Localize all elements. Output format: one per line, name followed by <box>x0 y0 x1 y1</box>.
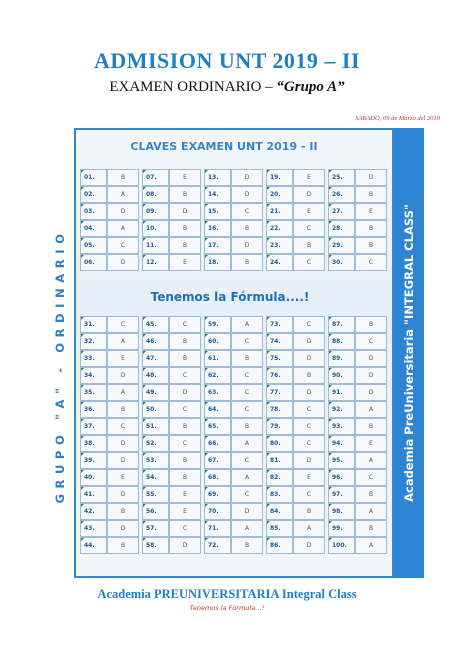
answer-row <box>80 316 387 333</box>
question-number: 90. <box>328 367 355 384</box>
answer-letter: C <box>293 486 325 503</box>
answer-row <box>80 384 387 401</box>
answer-letter: B <box>293 367 325 384</box>
question-number: 96. <box>328 469 355 486</box>
question-number: 08. <box>142 186 169 203</box>
answer-letter: D <box>231 186 263 203</box>
question-number: 40. <box>80 469 107 486</box>
question-number: 28. <box>328 220 355 237</box>
question-number: 72. <box>204 537 231 554</box>
answer-letter: C <box>169 401 201 418</box>
question-number: 63. <box>204 384 231 401</box>
question-number: 51. <box>142 418 169 435</box>
answer-letter: B <box>169 333 201 350</box>
question-number: 65. <box>204 418 231 435</box>
question-number: 77. <box>266 384 293 401</box>
answer-letter: A <box>355 401 387 418</box>
question-number: 43. <box>80 520 107 537</box>
answer-row <box>80 401 387 418</box>
question-number: 12. <box>142 254 169 271</box>
question-number: 24. <box>266 254 293 271</box>
answer-letter: B <box>355 486 387 503</box>
exam-subtitle <box>0 79 454 96</box>
question-number: 69. <box>204 486 231 503</box>
answer-row <box>80 469 387 486</box>
question-number: 94. <box>328 435 355 452</box>
question-number: 42. <box>80 503 107 520</box>
question-number: 16. <box>204 220 231 237</box>
answer-letter: D <box>293 384 325 401</box>
question-number: 10. <box>142 220 169 237</box>
question-number: 92. <box>328 401 355 418</box>
answer-letter: C <box>293 435 325 452</box>
question-number: 34. <box>80 367 107 384</box>
answer-letter: E <box>169 503 201 520</box>
question-number: 50. <box>142 401 169 418</box>
question-number: 47. <box>142 350 169 367</box>
question-number: 06. <box>80 254 107 271</box>
answer-letter: C <box>293 401 325 418</box>
question-number: 48. <box>142 367 169 384</box>
question-number: 64. <box>204 401 231 418</box>
answer-letter: D <box>107 254 139 271</box>
answer-letter: B <box>107 537 139 554</box>
question-number: 21. <box>266 203 293 220</box>
answer-letter: C <box>107 418 139 435</box>
answer-letter: A <box>231 469 263 486</box>
right-vertical-band <box>394 128 424 578</box>
footer-tagline: Tenemos la Fórmula…! <box>189 604 265 612</box>
question-number: 59. <box>204 316 231 333</box>
question-number: 41. <box>80 486 107 503</box>
question-number: 89. <box>328 350 355 367</box>
question-number: 73. <box>266 316 293 333</box>
answer-letter: E <box>293 203 325 220</box>
answer-letter: C <box>293 316 325 333</box>
answer-letter: C <box>231 367 263 384</box>
answer-letter: B <box>169 469 201 486</box>
answer-letter: A <box>107 186 139 203</box>
question-number: 88. <box>328 333 355 350</box>
answer-letter: B <box>107 503 139 520</box>
question-number: 26. <box>328 186 355 203</box>
answer-letter: B <box>231 350 263 367</box>
answer-letter: E <box>293 469 325 486</box>
question-number: 78. <box>266 401 293 418</box>
answer-letter: D <box>293 452 325 469</box>
question-number: 30. <box>328 254 355 271</box>
answer-letter: B <box>169 350 201 367</box>
question-number: 100. <box>328 537 355 554</box>
answer-letter: E <box>355 435 387 452</box>
answer-letter: B <box>231 220 263 237</box>
answer-letter: B <box>107 169 139 186</box>
answer-letter: B <box>355 237 387 254</box>
question-number: 25. <box>328 169 355 186</box>
question-number: 32. <box>80 333 107 350</box>
answer-letter: C <box>107 237 139 254</box>
question-number: 01. <box>80 169 107 186</box>
question-number: 07. <box>142 169 169 186</box>
question-number: 52. <box>142 435 169 452</box>
formula-slogan: Tenemos la Fórmula....! <box>150 290 310 304</box>
question-number: 82. <box>266 469 293 486</box>
answer-letter: A <box>231 316 263 333</box>
answer-letter: B <box>355 520 387 537</box>
answer-row <box>80 452 387 469</box>
question-number: 74. <box>266 333 293 350</box>
answer-row <box>80 486 387 503</box>
left-vertical-band <box>48 166 72 566</box>
answer-row <box>80 418 387 435</box>
question-number: 33. <box>80 350 107 367</box>
question-number: 75. <box>266 350 293 367</box>
answer-row <box>80 333 387 350</box>
answer-letter: D <box>355 367 387 384</box>
answer-letter: C <box>293 220 325 237</box>
exam-date: SABADO, 09 de Marzo del 2019 <box>355 115 440 122</box>
answer-letter: E <box>169 254 201 271</box>
question-number: 04. <box>80 220 107 237</box>
answer-table <box>80 169 387 271</box>
answer-letter: C <box>231 384 263 401</box>
answer-letter: D <box>107 452 139 469</box>
answer-letter: E <box>107 469 139 486</box>
question-number: 91. <box>328 384 355 401</box>
question-number: 97. <box>328 486 355 503</box>
question-number: 36. <box>80 401 107 418</box>
answer-letter: C <box>231 203 263 220</box>
answer-letter: C <box>293 254 325 271</box>
answer-row <box>80 169 387 186</box>
answer-letter: E <box>355 203 387 220</box>
answer-letter: C <box>355 333 387 350</box>
answer-letter: E <box>169 169 201 186</box>
subtitle-group: “Grupo A” <box>276 79 345 95</box>
question-number: 37. <box>80 418 107 435</box>
question-number: 98. <box>328 503 355 520</box>
answer-letter: D <box>355 384 387 401</box>
question-number: 44. <box>80 537 107 554</box>
answer-letter: E <box>169 486 201 503</box>
answer-letter: B <box>355 418 387 435</box>
answer-letter: C <box>231 452 263 469</box>
answer-letter: B <box>169 237 201 254</box>
answer-letter: D <box>169 384 201 401</box>
answer-letter: D <box>355 350 387 367</box>
answer-letter: C <box>231 401 263 418</box>
answer-letter: C <box>231 486 263 503</box>
question-number: 60. <box>204 333 231 350</box>
answer-letter: C <box>169 520 201 537</box>
question-number: 80. <box>266 435 293 452</box>
question-number: 46. <box>142 333 169 350</box>
answer-row <box>80 367 387 384</box>
answer-letter: D <box>107 435 139 452</box>
answer-letter: D <box>293 350 325 367</box>
answer-letter: D <box>231 503 263 520</box>
question-number: 66. <box>204 435 231 452</box>
question-number: 86. <box>266 537 293 554</box>
answer-letter: C <box>293 418 325 435</box>
answer-letter: B <box>169 186 201 203</box>
answer-row <box>80 350 387 367</box>
question-number: 20. <box>266 186 293 203</box>
question-number: 99. <box>328 520 355 537</box>
question-number: 15. <box>204 203 231 220</box>
answer-letter: B <box>355 316 387 333</box>
question-number: 35. <box>80 384 107 401</box>
question-number: 68. <box>204 469 231 486</box>
answer-letter: D <box>293 186 325 203</box>
answer-letter: C <box>355 469 387 486</box>
answer-letter: A <box>107 384 139 401</box>
answer-letter: C <box>169 367 201 384</box>
question-number: 18. <box>204 254 231 271</box>
answer-letter: D <box>293 537 325 554</box>
answer-letter: B <box>355 220 387 237</box>
answer-letter: B <box>231 537 263 554</box>
question-number: 55. <box>142 486 169 503</box>
answer-letter: D <box>293 333 325 350</box>
document-title: ADMISION UNT 2019 – II <box>93 48 361 73</box>
answer-letter: B <box>231 418 263 435</box>
answer-letter: B <box>169 418 201 435</box>
answer-letter: D <box>169 537 201 554</box>
question-number: 95. <box>328 452 355 469</box>
answer-letter: D <box>169 203 201 220</box>
question-number: 17. <box>204 237 231 254</box>
answer-letter: D <box>231 237 263 254</box>
question-number: 57. <box>142 520 169 537</box>
question-number: 84. <box>266 503 293 520</box>
answer-grid-bottom <box>80 316 387 554</box>
question-number: 87. <box>328 316 355 333</box>
question-number: 93. <box>328 418 355 435</box>
question-number: 76. <box>266 367 293 384</box>
answer-letter: B <box>107 401 139 418</box>
answer-letter: D <box>107 520 139 537</box>
answer-letter: B <box>355 186 387 203</box>
answer-row <box>80 520 387 537</box>
question-number: 22. <box>266 220 293 237</box>
question-number: 49. <box>142 384 169 401</box>
right-vertical-text: Academia PreUniversitaria "INTEGRAL CLASS" <box>402 204 416 502</box>
answer-letter: A <box>107 333 139 350</box>
answer-row <box>80 537 387 554</box>
question-number: 03. <box>80 203 107 220</box>
question-number: 45. <box>142 316 169 333</box>
answer-letter: D <box>107 486 139 503</box>
subtitle-prefix: EXAMEN ORDINARIO – <box>109 79 277 95</box>
answer-letter: E <box>107 350 139 367</box>
question-number: 56. <box>142 503 169 520</box>
question-number: 71. <box>204 520 231 537</box>
question-number: 29. <box>328 237 355 254</box>
answer-letter: A <box>355 452 387 469</box>
answer-row <box>80 435 387 452</box>
answer-letter: A <box>355 503 387 520</box>
answer-letter: A <box>355 537 387 554</box>
answer-row <box>80 203 387 220</box>
question-number: 85. <box>266 520 293 537</box>
answer-letter: D <box>355 169 387 186</box>
question-number: 54. <box>142 469 169 486</box>
answer-letter: C <box>107 316 139 333</box>
answer-letter: D <box>107 203 139 220</box>
question-number: 83. <box>266 486 293 503</box>
answer-row <box>80 254 387 271</box>
question-number: 61. <box>204 350 231 367</box>
question-number: 09. <box>142 203 169 220</box>
question-number: 31. <box>80 316 107 333</box>
question-number: 11. <box>142 237 169 254</box>
answer-row <box>80 186 387 203</box>
question-number: 70. <box>204 503 231 520</box>
answer-row <box>80 503 387 520</box>
question-number: 81. <box>266 452 293 469</box>
answer-letter: B <box>293 237 325 254</box>
question-number: 38. <box>80 435 107 452</box>
question-number: 02. <box>80 186 107 203</box>
answer-letter: B <box>169 452 201 469</box>
question-number: 58. <box>142 537 169 554</box>
question-number: 05. <box>80 237 107 254</box>
answer-letter: C <box>231 333 263 350</box>
question-number: 62. <box>204 367 231 384</box>
answer-letter: D <box>231 169 263 186</box>
panel-title: CLAVES EXAMEN UNT 2019 - II <box>130 140 318 153</box>
answer-row <box>80 237 387 254</box>
question-number: 53. <box>142 452 169 469</box>
answer-letter: B <box>231 254 263 271</box>
question-number: 27. <box>328 203 355 220</box>
answer-letter: B <box>169 220 201 237</box>
answer-letter: A <box>107 220 139 237</box>
answer-table <box>80 316 387 554</box>
question-number: 14. <box>204 186 231 203</box>
answer-letter: C <box>355 254 387 271</box>
answer-letter: B <box>293 503 325 520</box>
question-number: 39. <box>80 452 107 469</box>
answer-letter: C <box>169 435 201 452</box>
answer-letter: D <box>107 367 139 384</box>
question-number: 67. <box>204 452 231 469</box>
question-number: 19. <box>266 169 293 186</box>
answer-letter: A <box>231 435 263 452</box>
answer-letter: A <box>293 520 325 537</box>
answer-letter: A <box>231 520 263 537</box>
left-vertical-text: GRUPO "A" - ORDINARIO <box>53 228 67 504</box>
footer-academy: Academia PREUNIVERSITARIA Integral Class <box>97 587 357 601</box>
question-number: 23. <box>266 237 293 254</box>
answer-grid-top <box>80 169 387 271</box>
answer-letter: C <box>169 316 201 333</box>
answer-letter: E <box>293 169 325 186</box>
question-number: 13. <box>204 169 231 186</box>
answer-row <box>80 220 387 237</box>
question-number: 79. <box>266 418 293 435</box>
